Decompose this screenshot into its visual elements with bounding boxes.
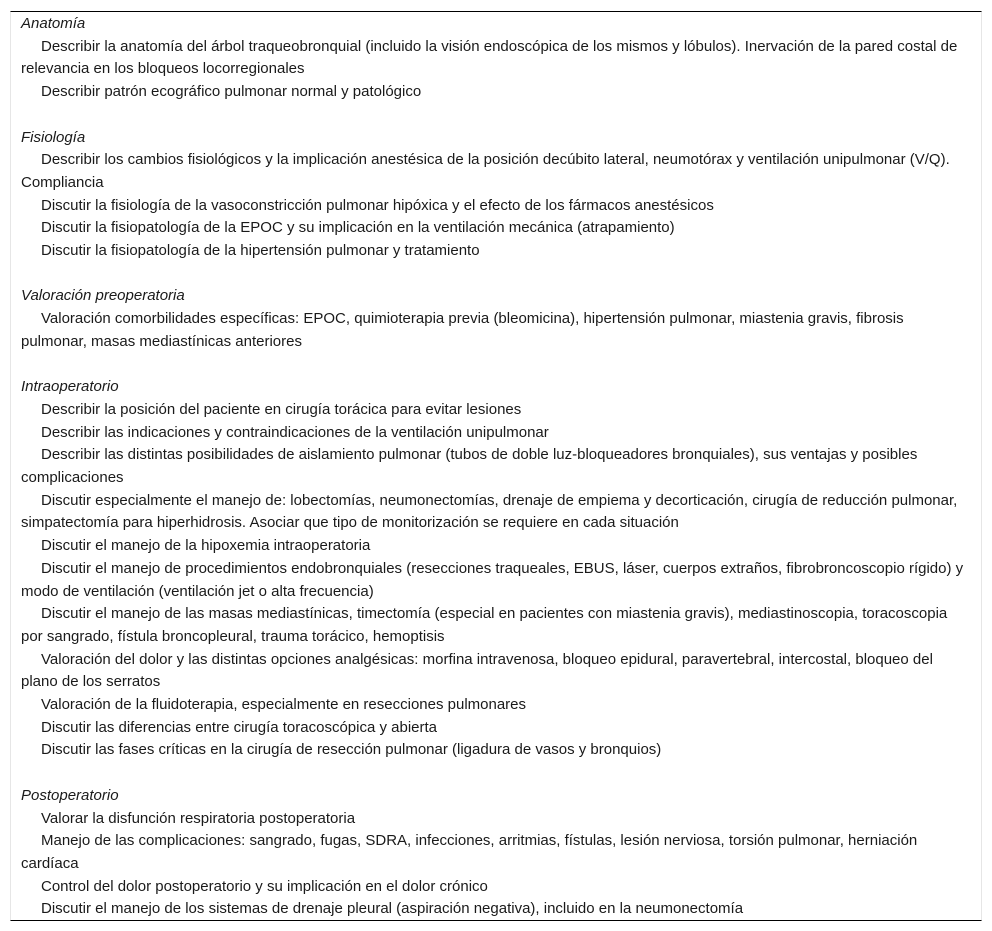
list-item: Describir la anatomía del árbol traqueobronquial (incluido la visión endoscópica de los mismos y lóbulos). Inervación de la pared costal de relevancia en los bloqueos locorregionales xyxy=(21,37,958,78)
list-item: Discutir la fisiopatología de la hipertensión pulmonar y tratamiento xyxy=(41,242,480,260)
list-item: Describir la posición del paciente en cirugía torácica para evitar lesiones xyxy=(41,400,522,418)
list-item: Discutir especialmente el manejo de: lobectomías, neumonectomías, drenaje de empiema y decorticación, cirugía de reducción pulmonar, simpatectomía para hiperhidrosis. Asociar que tipo de monitorización se requiere en cada situación xyxy=(21,491,958,532)
list-item: Valoración del dolor y las distintas opciones analgésicas: morfina intravenosa, bloqueo epidural, paravertebral, intercostal, bloqueo del plano de los serratos xyxy=(21,650,933,691)
list-item: Describir los cambios fisiológicos y la implicación anestésica de la posición decúbito lateral, neumotórax y ventilación unipulmonar (V/Q). Compliancia xyxy=(21,151,950,191)
list-item: Discutir la fisiología de la vasoconstricción pulmonar hipóxica y el efecto de los fármacos anestésicos xyxy=(41,196,714,214)
section-title: Valoración preoperatoria xyxy=(21,287,185,305)
list-item: Describir las indicaciones y contraindicaciones de la ventilación unipulmonar xyxy=(41,423,549,441)
list-item: Discutir el manejo de procedimientos endobronquiales (resecciones traqueales, EBUS, láser, cuerpos extraños, fibrobroncoscopio rígido) y modo de ventilación (ventilación jet o alta frecuencia) xyxy=(21,559,964,600)
section-valoracion-preoperatoria xyxy=(21,285,971,353)
section-title: Anatomía xyxy=(21,15,86,32)
section-title: Intraoperatorio xyxy=(21,378,119,396)
curriculum-table xyxy=(10,11,982,921)
section-title: Fisiología xyxy=(21,128,86,146)
section-postoperatorio xyxy=(21,785,971,921)
list-item: Describir patrón ecográfico pulmonar normal y patológico xyxy=(41,83,422,101)
list-item: Valoración de la fluidoterapia, especialmente en resecciones pulmonares xyxy=(41,696,527,714)
list-item: Discutir el manejo de la hipoxemia intraoperatoria xyxy=(41,537,371,555)
list-item: Control del dolor postoperatorio y su implicación en el dolor crónico xyxy=(41,877,488,895)
list-item: Discutir las fases críticas en la cirugía de resección pulmonar (ligadura de vasos y bronquios) xyxy=(41,741,662,759)
section-fisiologia xyxy=(21,127,971,263)
list-item: Describir las distintas posibilidades de aislamiento pulmonar (tubos de doble luz-bloqueadores bronquiales), sus ventajas y posibles complicaciones xyxy=(21,446,918,487)
section-anatomia xyxy=(21,13,971,104)
list-item: Discutir el manejo de las masas mediastínicas, timectomía (especial en pacientes con miastenia gravis), mediastinoscopia, toracoscopia por sangrado, fístula broncopleural, trauma torácico, hemoptisis xyxy=(21,605,948,645)
list-item: Discutir las diferencias entre cirugía toracoscópica y abierta xyxy=(41,718,438,736)
section-title: Postoperatorio xyxy=(21,786,119,804)
list-item: Valoración comorbilidades específicas: EPOC, quimioterapia previa (bleomicina), hipertensión pulmonar, miastenia gravis, fibrosis pulmonar, masas mediastínicas anteriores xyxy=(21,310,904,350)
list-item: Manejo de las complicaciones: sangrado, fugas, SDRA, infecciones, arritmias, fístulas, lesión nerviosa, torsión pulmonar, herniación cardíaca xyxy=(21,832,918,872)
list-item: Valorar la disfunción respiratoria postoperatoria xyxy=(41,809,356,827)
list-item: Discutir el manejo de los sistemas de drenaje pleural (aspiración negativa), incluido en la neumonectomía xyxy=(41,900,744,918)
table-cell xyxy=(11,12,981,921)
list-item: Discutir la fisiopatología de la EPOC y su implicación en la ventilación mecánica (atrapamiento) xyxy=(41,219,675,237)
section-intraoperatorio xyxy=(21,376,971,762)
